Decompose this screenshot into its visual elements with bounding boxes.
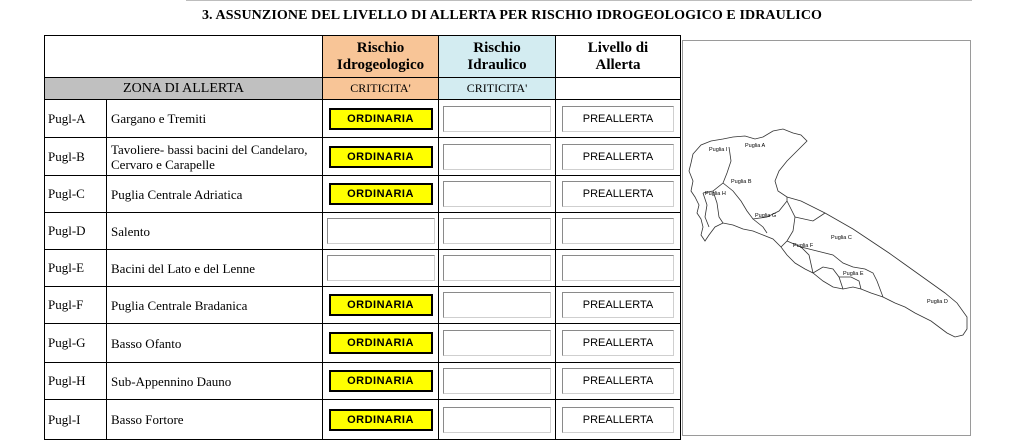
livello-allerta-cell bbox=[556, 287, 681, 324]
zone-name-cell bbox=[107, 213, 323, 250]
livello-allerta-value: PREALLERTA bbox=[582, 375, 654, 387]
criticita-idrogeologico-cell bbox=[323, 100, 439, 138]
zone-name-cell bbox=[107, 100, 323, 138]
zone-name: Tavoliere- bassi bacini del Candelaro, Cervaro e Carapelle bbox=[111, 141, 308, 172]
livello-allerta-value: PREALLERTA bbox=[582, 112, 654, 125]
livello-allerta-field[interactable] bbox=[562, 292, 674, 318]
zone-name: Bacini del Lato e del Lenne bbox=[111, 260, 256, 276]
criticita-idraulico-cell bbox=[439, 400, 556, 440]
criticita-idrogeologico-value: ORDINARIA bbox=[347, 150, 414, 163]
zone-code-cell bbox=[45, 176, 107, 213]
livello-allerta-value: PREALLERTA bbox=[582, 337, 654, 349]
criticita-idrogeologico-value: ORDINARIA bbox=[347, 413, 414, 426]
header-livello-sub bbox=[556, 78, 681, 100]
livello-allerta-cell bbox=[556, 363, 681, 400]
zone-code: Pugl-I bbox=[48, 411, 81, 427]
page-title: 3. ASSUNZIONE DEL LIVELLO DI ALLERTA PER RISCHIO IDROGEOLOGICO E IDRAULICO bbox=[201, 8, 823, 23]
criticita-idrogeologico-cell bbox=[323, 287, 439, 324]
zone-name-cell bbox=[107, 324, 323, 363]
livello-allerta-field[interactable] bbox=[562, 330, 674, 356]
livello-allerta-value: PREALLERTA bbox=[582, 188, 654, 200]
zone-code: Pugl-C bbox=[48, 186, 85, 201]
livello-allerta-value: PREALLERTA bbox=[582, 150, 654, 163]
livello-allerta-field[interactable] bbox=[562, 368, 674, 394]
criticita-idrogeologico-field[interactable] bbox=[327, 255, 435, 281]
zone-code: Pugl-F bbox=[48, 297, 84, 312]
alert-table bbox=[44, 35, 681, 440]
header-zona: ZONA DI ALLERTA bbox=[45, 78, 323, 100]
criticita-idraulico-cell bbox=[439, 213, 556, 250]
livello-allerta-cell bbox=[556, 400, 681, 440]
livello-allerta-field[interactable] bbox=[562, 407, 674, 433]
criticita-idraulico-cell bbox=[439, 324, 556, 363]
criticita-idrogeologico-value: ORDINARIA bbox=[347, 188, 414, 200]
livello-allerta-cell bbox=[556, 324, 681, 363]
zone-name: Basso Ofanto bbox=[111, 335, 182, 351]
zone-name: Gargano e Tremiti bbox=[111, 111, 207, 126]
criticita-idraulico-field[interactable] bbox=[443, 255, 551, 281]
zone-name: Sub-Appennino Dauno bbox=[111, 373, 232, 389]
criticita-idrogeologico-cell bbox=[323, 324, 439, 363]
livello-allerta-field[interactable] bbox=[562, 255, 674, 281]
header-idrogeologico: Rischio Idrogeologico bbox=[323, 36, 439, 78]
criticita-idraulico-cell bbox=[439, 250, 556, 287]
livello-allerta-cell bbox=[556, 250, 681, 287]
criticita-idrogeologico-field[interactable] bbox=[329, 146, 433, 168]
criticita-idrogeologico-field[interactable] bbox=[329, 108, 433, 130]
map-label-h: Puglia H bbox=[705, 191, 726, 197]
criticita-idrogeologico-value: ORDINARIA bbox=[347, 112, 414, 125]
criticita-idraulico-field[interactable] bbox=[443, 407, 551, 433]
zone-name-cell bbox=[107, 287, 323, 324]
livello-allerta-cell bbox=[556, 138, 681, 176]
livello-allerta-value: PREALLERTA bbox=[582, 413, 654, 426]
criticita-idrogeologico-field[interactable] bbox=[327, 218, 435, 244]
criticita-idrogeologico-field[interactable] bbox=[329, 183, 433, 205]
zone-code: Pugl-E bbox=[48, 260, 85, 275]
criticita-idrogeologico-cell bbox=[323, 363, 439, 400]
zone-code: Pugl-D bbox=[48, 223, 86, 238]
criticita-idrogeologico-field[interactable] bbox=[329, 409, 433, 431]
header-blank bbox=[45, 36, 323, 78]
criticita-idraulico-field[interactable] bbox=[443, 144, 551, 170]
header-criticita-idrogeologico: CRITICITA' bbox=[323, 78, 439, 100]
criticita-idrogeologico-cell bbox=[323, 213, 439, 250]
livello-allerta-field[interactable] bbox=[562, 181, 674, 207]
criticita-idraulico-field[interactable] bbox=[443, 106, 551, 132]
criticita-idrogeologico-field[interactable] bbox=[329, 332, 433, 354]
zone-code: Pugl-B bbox=[48, 148, 85, 164]
header-criticita-idraulico: CRITICITA' bbox=[439, 78, 556, 100]
map-label-a: Puglia A bbox=[745, 143, 766, 149]
header-idraulico: Rischio Idraulico bbox=[439, 36, 556, 78]
map-label-c: Puglia C bbox=[831, 235, 852, 241]
criticita-idrogeologico-cell bbox=[323, 138, 439, 176]
zone-name: Puglia Centrale Bradanica bbox=[111, 297, 248, 313]
map-label-g: Puglia G bbox=[755, 213, 777, 219]
criticita-idrogeologico-field[interactable] bbox=[329, 370, 433, 392]
zone-code-cell bbox=[45, 287, 107, 324]
criticita-idraulico-cell bbox=[439, 287, 556, 324]
livello-allerta-cell bbox=[556, 213, 681, 250]
map-label-d: Puglia D bbox=[927, 299, 948, 305]
criticita-idrogeologico-cell bbox=[323, 176, 439, 213]
map-label-e: Puglia E bbox=[843, 271, 864, 277]
criticita-idrogeologico-value: ORDINARIA bbox=[347, 299, 414, 311]
zone-code-cell bbox=[45, 250, 107, 287]
criticita-idraulico-cell bbox=[439, 138, 556, 176]
zone-code-cell bbox=[45, 213, 107, 250]
criticita-idrogeologico-cell bbox=[323, 250, 439, 287]
livello-allerta-field[interactable] bbox=[562, 106, 674, 132]
map-label-b: Puglia B bbox=[731, 179, 752, 185]
top-rule bbox=[186, 0, 972, 1]
criticita-idraulico-cell bbox=[439, 100, 556, 138]
map-label-f: Puglia F bbox=[793, 243, 814, 249]
zone-code-cell bbox=[45, 400, 107, 440]
zone-name: Salento bbox=[111, 223, 150, 239]
map-label-i: Puglia I bbox=[709, 147, 728, 153]
zone-name-cell bbox=[107, 250, 323, 287]
criticita-idrogeologico-cell bbox=[323, 400, 439, 440]
zone-name-cell bbox=[107, 176, 323, 213]
criticita-idraulico-field[interactable] bbox=[443, 368, 551, 394]
zone-name-cell bbox=[107, 400, 323, 440]
criticita-idraulico-field[interactable] bbox=[443, 330, 551, 356]
header-livello: Livello di Allerta bbox=[556, 36, 681, 78]
criticita-idraulico-field[interactable] bbox=[443, 181, 551, 207]
criticita-idrogeologico-value: ORDINARIA bbox=[347, 375, 414, 387]
livello-allerta-cell bbox=[556, 100, 681, 138]
zone-name: Puglia Centrale Adriatica bbox=[111, 186, 243, 202]
zone-name-cell bbox=[107, 138, 323, 176]
zone-code-cell bbox=[45, 363, 107, 400]
livello-allerta-cell bbox=[556, 176, 681, 213]
livello-allerta-field[interactable] bbox=[562, 218, 674, 244]
puglia-map-svg bbox=[683, 41, 972, 437]
criticita-idraulico-cell bbox=[439, 363, 556, 400]
zone-code-cell bbox=[45, 100, 107, 138]
criticita-idrogeologico-field[interactable] bbox=[329, 294, 433, 316]
criticita-idraulico-cell bbox=[439, 176, 556, 213]
livello-allerta-field[interactable] bbox=[562, 144, 674, 170]
puglia-alert-zone-map bbox=[682, 40, 971, 436]
zone-code: Pugl-G bbox=[48, 335, 86, 350]
zone-code-cell bbox=[45, 324, 107, 363]
criticita-idrogeologico-value: ORDINARIA bbox=[347, 337, 414, 349]
zone-name-cell bbox=[107, 363, 323, 400]
criticita-idraulico-field[interactable] bbox=[443, 292, 551, 318]
zone-code-cell bbox=[45, 138, 107, 176]
zone-code: Pugl-A bbox=[48, 110, 86, 126]
livello-allerta-value: PREALLERTA bbox=[582, 299, 654, 311]
zone-name: Basso Fortore bbox=[111, 412, 184, 427]
criticita-idraulico-field[interactable] bbox=[443, 218, 551, 244]
zone-code: Pugl-H bbox=[48, 373, 86, 388]
